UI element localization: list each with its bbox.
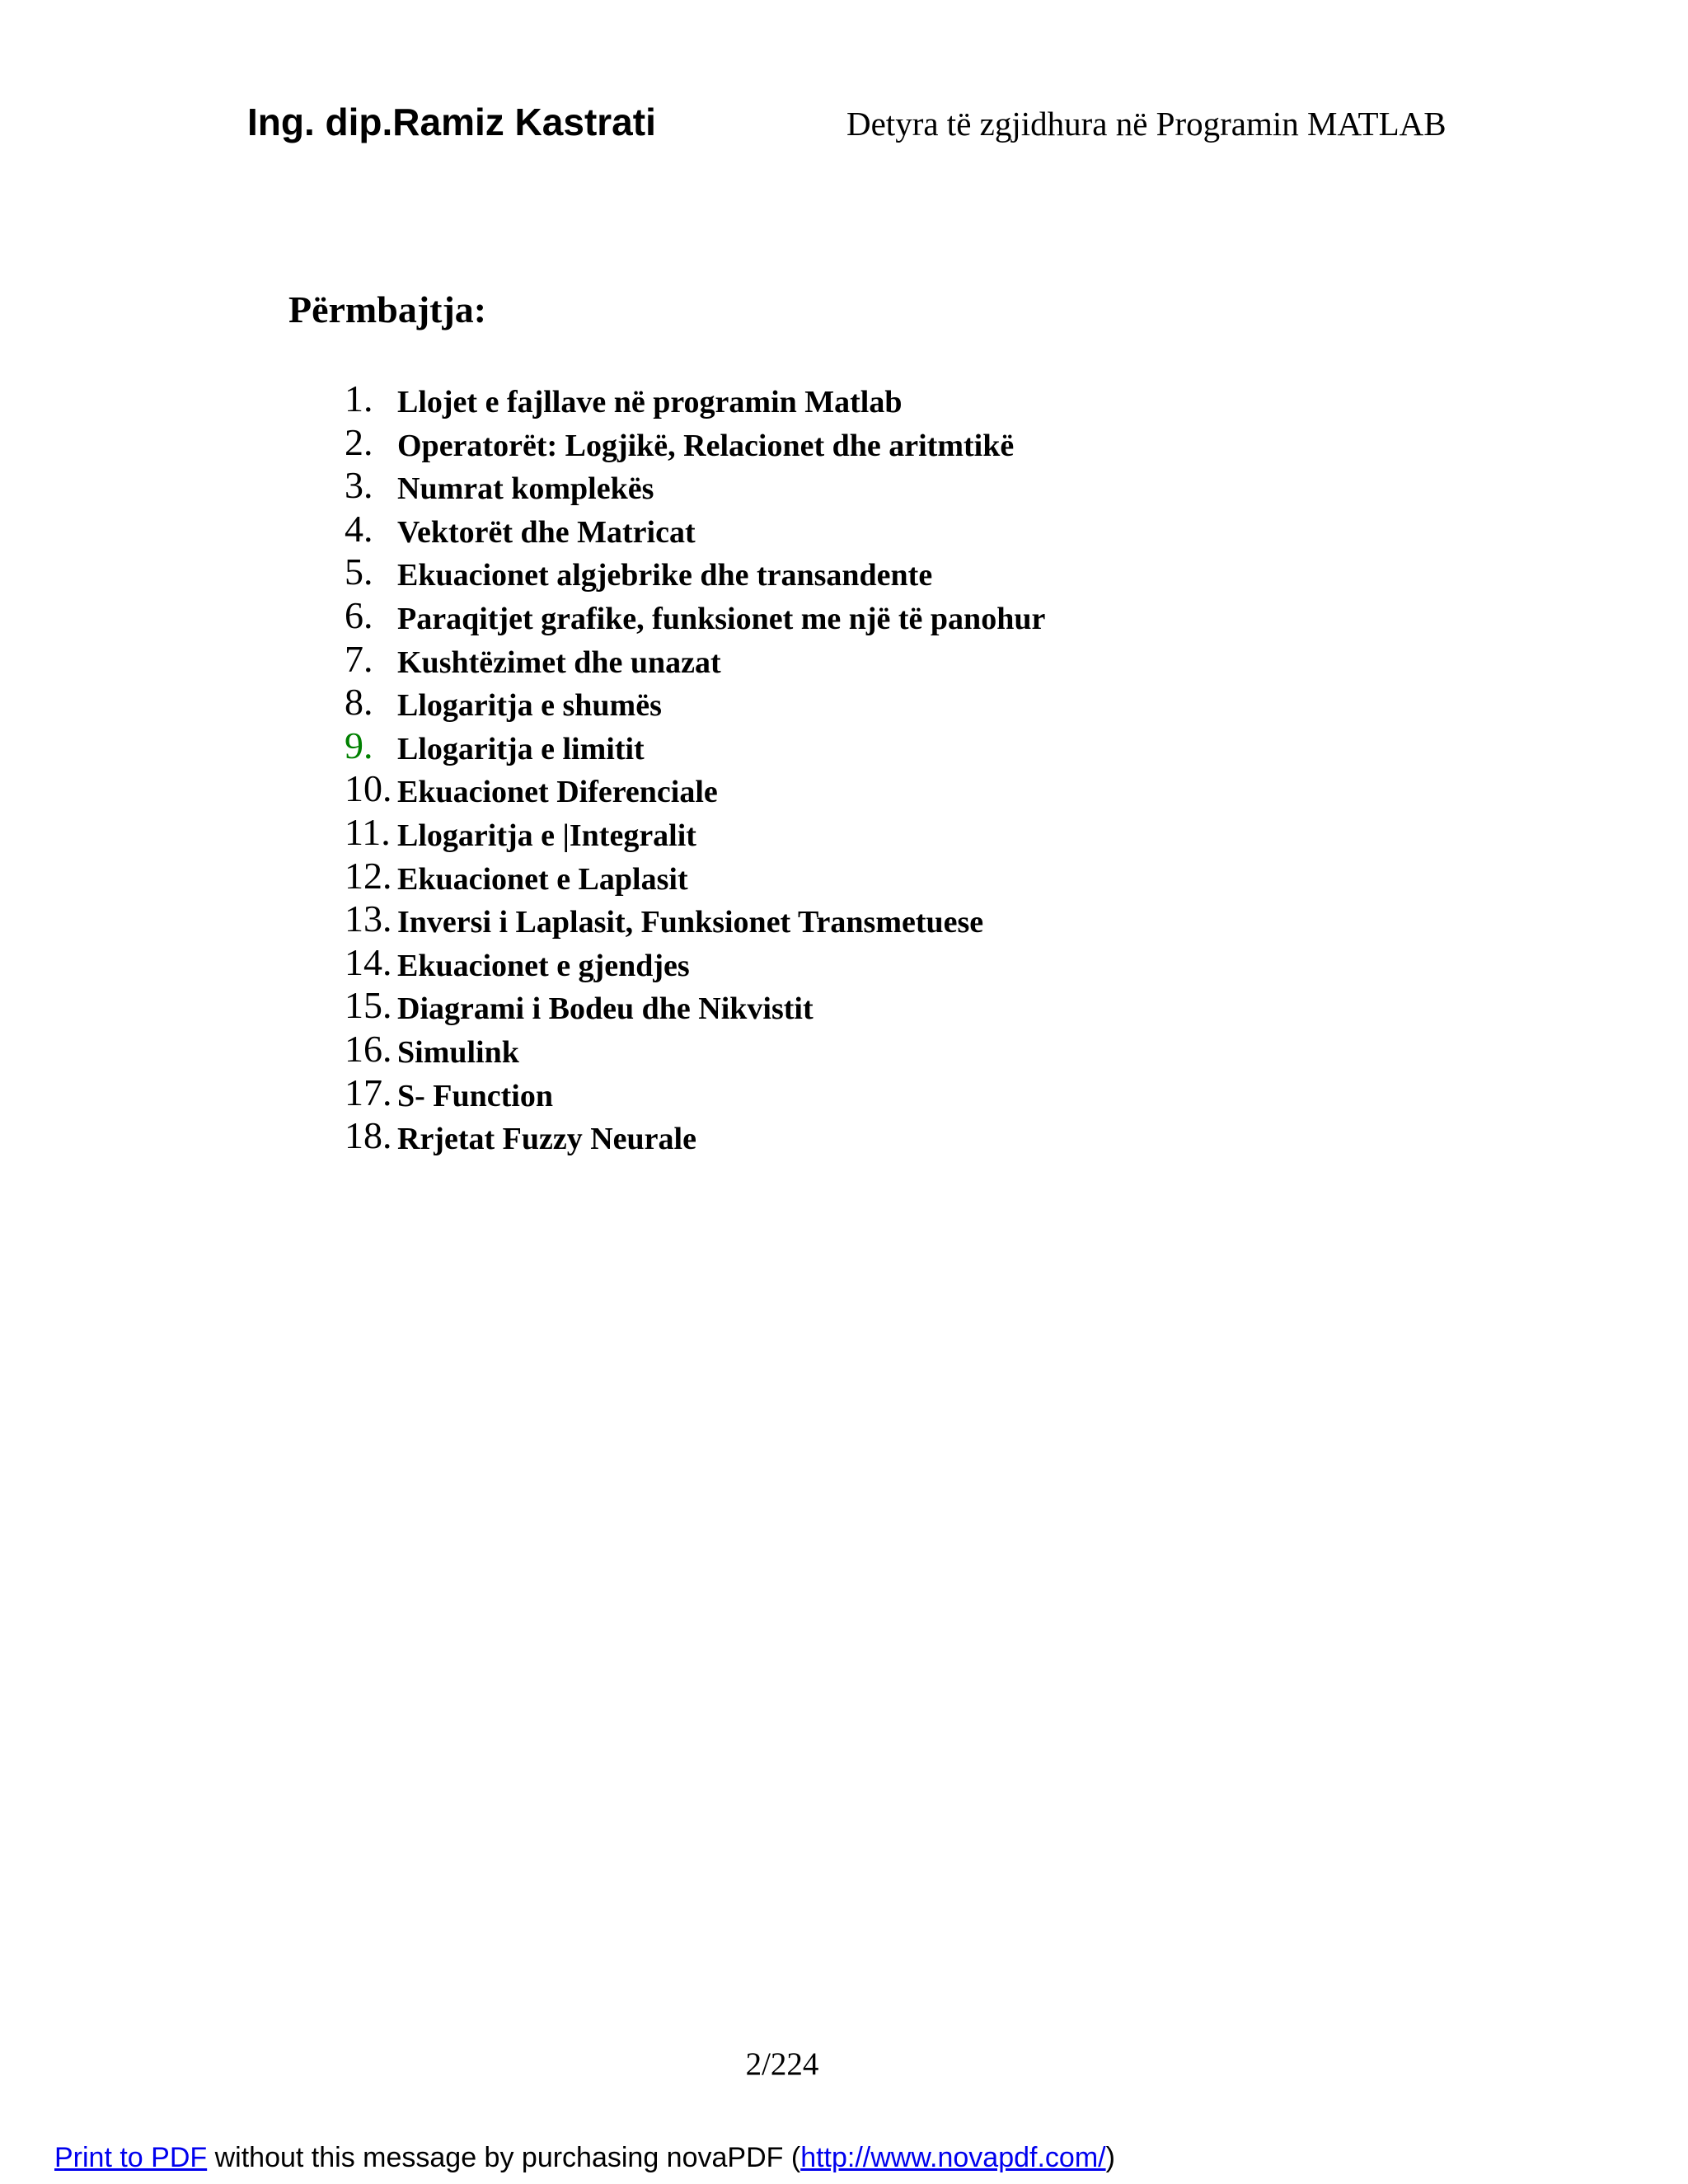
toc-item-title: Llojet e fajllave në programin Matlab	[397, 385, 903, 419]
toc-item-title: S- Function	[397, 1078, 553, 1113]
toc-item-title: Ekuacionet algjebrike dhe transandente	[397, 558, 933, 593]
toc-item-title: Ekuacionet e gjendjes	[397, 948, 690, 983]
toc-item-number: 13.	[345, 898, 392, 940]
toc-item-number: 10.	[345, 767, 392, 810]
toc-item-title: Rrjetat Fuzzy Neurale	[397, 1122, 696, 1157]
toc-item-title: Operatorët: Logjikë, Relacionet dhe aritmtikë	[397, 428, 1015, 463]
toc-item-number-highlighted: 9.	[345, 724, 373, 766]
toc-item-number: 4.	[345, 507, 373, 550]
toc-item-number: 14.	[345, 940, 392, 983]
toc-heading: Përmbajtja:	[288, 288, 487, 330]
toc-item-number: 18.	[345, 1114, 392, 1157]
toc-item-title: Paraqitjet grafike, funksionet me një të panohur	[397, 601, 1046, 636]
toc-item-number: 2.	[345, 420, 373, 463]
novapdf-url-link[interactable]: http://www.novapdf.com/	[800, 2142, 1106, 2173]
toc-item-title: Llogaritja e |Integralit	[397, 818, 696, 853]
toc-item-number: 6.	[345, 593, 373, 636]
novapdf-footer-banner	[54, 2139, 1115, 2176]
toc-item-number: 17.	[345, 1071, 392, 1113]
toc-item-number: 1.	[345, 377, 373, 419]
header-author: Ing. dip.Ramiz Kastrati	[247, 101, 656, 143]
toc-item-title: Vektorët dhe Matricat	[397, 514, 696, 550]
toc-item-number: 11.	[345, 810, 391, 853]
toc-item-number: 8.	[345, 681, 373, 724]
footer-message: without this message by purchasing novaPDF (	[207, 2142, 801, 2173]
toc-item-number: 16.	[345, 1027, 392, 1070]
toc-item-number: 3.	[345, 464, 373, 507]
toc-item-title: Ekuacionet Diferenciale	[397, 775, 718, 810]
toc-item-title: Ekuacionet e Laplasit	[397, 861, 688, 897]
page-number: 2/224	[745, 2046, 819, 2082]
toc-item-title: Kushtëzimet dhe unazat	[397, 644, 721, 680]
print-to-pdf-link[interactable]: Print to PDF	[54, 2142, 208, 2173]
toc-item-title: Llogaritja e shumës	[397, 688, 662, 724]
footer-close-paren: )	[1105, 2142, 1115, 2173]
toc-item-number: 15.	[345, 984, 392, 1027]
header-document-title: Detyra të zgjidhura në Programin MATLAB	[846, 105, 1447, 143]
toc-item-title: Simulink	[397, 1034, 519, 1070]
toc-item-title: Numrat komplekës	[397, 471, 654, 507]
toc-item-number: 12.	[345, 854, 392, 897]
toc-item-title: Diagrami i Bodeu dhe Nikvistit	[397, 991, 814, 1027]
toc-item-number: 5.	[345, 551, 373, 593]
toc-item-title: Llogaritja e limitit	[397, 731, 645, 766]
toc-item-number: 7.	[345, 637, 373, 680]
toc-item-title: Inversi i Laplasit, Funksionet Transmetuese	[397, 905, 984, 940]
